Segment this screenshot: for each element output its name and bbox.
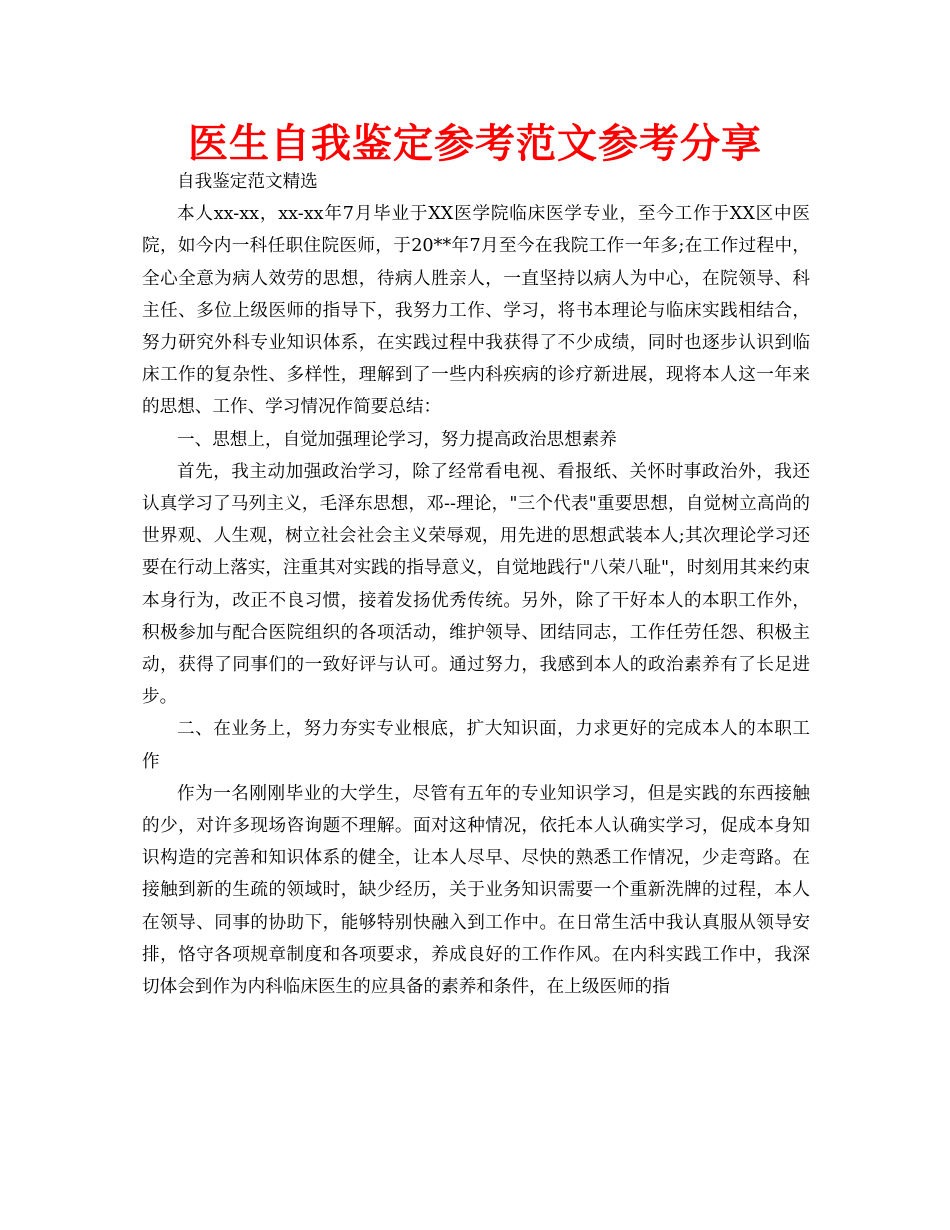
section-heading-1: 一、思想上，自觉加强理论学习，努力提高政治思想素养 (177, 429, 617, 450)
section-heading-2: 二、在业务上，努力夯实专业根底，扩大知识面，力求更好的完成本人的本职工作 (142, 719, 810, 772)
subtitle-paragraph: 自我鉴定范文精选 (177, 172, 318, 192)
document-title: 医生自我鉴定参考范文参考分享 (188, 121, 762, 167)
intro-paragraph: 本人xx-xx，xx-xx年7月毕业于XX医学院临床医学专业，至今工作于XX区中医院，如今内一科任职住院医师，于20**年7月至今在我院工作一年多;在工作过程中，全心全意为病人效劳的思想，待病人胜亲人，一直坚持以病人为中心，在院领导、科主任、多位上级医师的指导下，我努力工作、学习，将书本理论与临床实践相结合，努力研究外科专业知识体系，在实践过程中我获得了不少成绩，同时也逐步认识到临床工作的复杂性、多样性，理解到了一些内科疾病的诊疗新进展，现将本人这一年来的思想、工作、学习情况作简要总结： (142, 204, 810, 418)
section-1-paragraph: 首先，我主动加强政治学习，除了经常看电视、看报纸、关怀时事政治外，我还认真学习了马列主义，毛泽东思想，邓--理论，"三个代表"重要思想，自觉树立高尚的世界观、人生观，树立社会社会主义荣辱观，用先进的思想武装本人;其次理论学习还要在行动上落实，注重其对实践的指导意义，自觉地践行"八荣八耻"，时刻用其来约束本身行为，改正不良习惯，接着发扬优秀传统。另外，除了干好本人的本职工作外，积极参加与配合医院组织的各项活动，维护领导、团结同志，工作任劳任怨、积极主动，获得了同事们的一致好评与认可。通过努力，我感到本人的政治素养有了长足进步。 (142, 461, 810, 708)
document-body (142, 166, 810, 1003)
section-2-paragraph: 作为一名刚刚毕业的大学生，尽管有五年的专业知识学习，但是实践的东西接触的少，对许多现场咨询题不理解。面对这种情况，依托本人认确实学习，促成本身知识构造的完善和知识体系的健全，让本人尽早、尽快的熟悉工作情况，少走弯路。在接触到新的生疏的领域时，缺少经历，关于业务知识需要一个重新洗牌的过程，本人在领导、同事的协助下，能够特别快融入到工作中。在日常生活中我认真服从领导安排，恪守各项规章制度和各项要求，养成良好的工作作风。在内科实践工作中，我深切体会到作为内科临床医生的应具备的素养和条件，在上级医师的指 (142, 783, 810, 998)
